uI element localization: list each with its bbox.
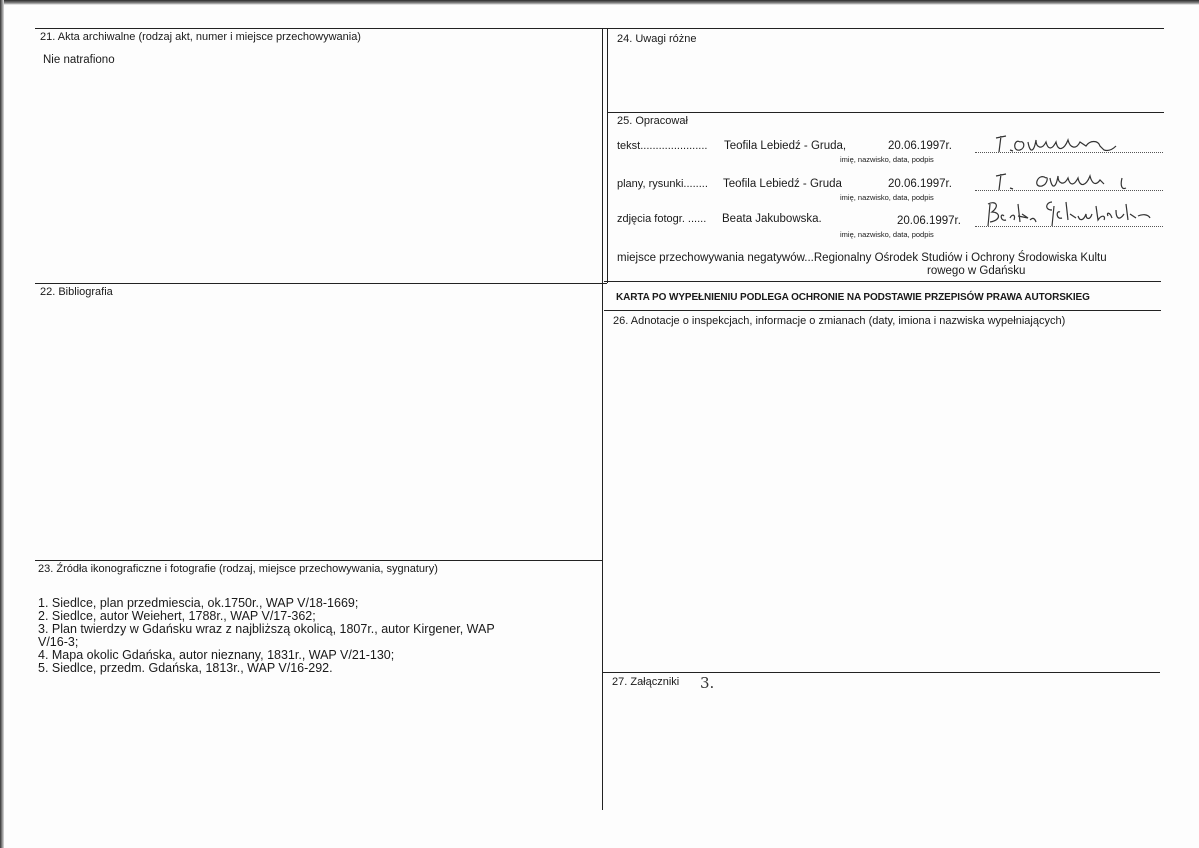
divider-21-22 — [35, 283, 607, 284]
attachments-count: 3. — [700, 674, 715, 692]
section-21-value: Nie natrafiono — [43, 54, 115, 66]
section-23-label: 23. Źródła ikonograficzne i fotografie (rodzaj, miejsce przechowywania, sygnatury) — [38, 563, 438, 575]
source-item: V/16-3; — [38, 635, 79, 649]
author-row-1-kind: tekst...................... — [617, 140, 708, 152]
author-row-2-caption: imię, nazwisko, data, podpis — [840, 193, 934, 202]
divider-25-negatives — [604, 281, 1161, 282]
signature-3-handwritten — [982, 196, 1158, 232]
author-row-3-name: Beata Jakubowska. — [722, 213, 822, 225]
scan-edge-left — [0, 0, 4, 848]
scan-edge-top — [0, 0, 1199, 5]
section-21-label: 21. Akta archiwalne (rodzaj akt, numer i miejsce przechowywania) — [40, 31, 361, 43]
divider-22-23 — [35, 560, 602, 561]
divider-25-26 — [604, 310, 1161, 311]
author-row-1-date: 20.06.1997r. — [888, 140, 952, 152]
iconographic-sources-list — [38, 597, 578, 675]
divider-24-25 — [607, 112, 1164, 113]
author-row-2-kind: plany, rysunki........ — [617, 178, 708, 190]
negatives-storage-line-2: rowego w Gdańsku — [927, 265, 1026, 277]
section-25-label: 25. Opracował — [617, 115, 688, 127]
source-item: 3. Plan twierdzy w Gdańsku wraz z najbliższą okolicą, 1807r., autor Kirgener, WAP — [38, 622, 495, 636]
author-row-3-kind: zdjęcia fotogr. ...... — [617, 213, 707, 225]
author-row-3-caption: imię, nazwisko, data, podpis — [840, 230, 934, 239]
divider-26-27 — [603, 672, 1160, 673]
section-24-label: 24. Uwagi różne — [617, 33, 697, 45]
source-item: 1. Siedlce, plan przedmiescia, ok.1750r., WAP V/18-1669; — [38, 596, 359, 610]
author-row-3-date: 20.06.1997r. — [897, 215, 961, 227]
author-row-2-name: Teofila Lebiedź - Gruda — [723, 178, 842, 190]
section-27-label: 27. Załączniki — [612, 676, 680, 688]
section-22-label: 22. Bibliografia — [40, 286, 113, 298]
source-item: 2. Siedlce, autor Weiehert, 1788r., WAP V/17-362; — [38, 609, 316, 623]
negatives-storage-line-1: miejsce przechowywania negatywów...Regionalny Ośrodek Studiów i Ochrony Środowiska Kultu — [617, 252, 1107, 264]
author-row-1-caption: imię, nazwisko, data, podpis — [840, 155, 934, 164]
signature-2-handwritten — [990, 164, 1140, 194]
signature-1-handwritten — [990, 128, 1130, 158]
source-item: 5. Siedlce, przedm. Gdańska, 1813r., WAP V/16-292. — [38, 661, 333, 675]
top-border-line — [35, 28, 1164, 29]
center-divider-line-inner — [607, 28, 608, 283]
copyright-notice: KARTA PO WYPEŁNIENIU PODLEGA OCHRONIE NA PODSTAWIE PRZEPISÓW PRAWA AUTORSKIEG — [616, 292, 1090, 303]
author-row-2-date: 20.06.1997r. — [888, 178, 952, 190]
source-item: 4. Mapa okolic Gdańska, autor nieznany, 1831r., WAP V/21-130; — [38, 648, 395, 662]
author-row-1-name: Teofila Lebiedź - Gruda, — [724, 140, 847, 152]
section-26-label: 26. Adnotacje o inspekcjach, informacje o zmianach (daty, imiona i nazwiska wypełniających) — [613, 315, 1066, 327]
center-divider-line — [602, 28, 603, 810]
